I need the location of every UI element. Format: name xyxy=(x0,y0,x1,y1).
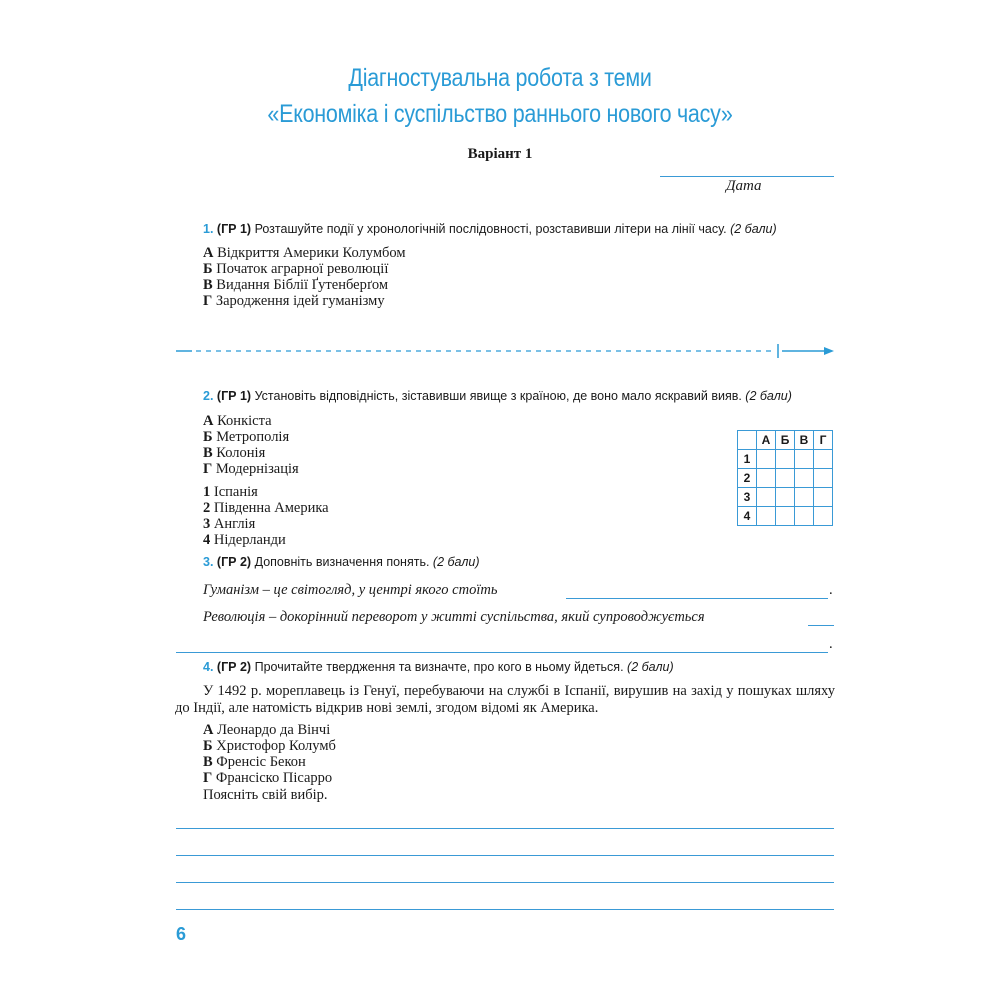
answer-line-1[interactable] xyxy=(176,828,834,829)
grid-cell[interactable] xyxy=(814,507,833,526)
option-letter: А xyxy=(203,245,214,261)
question-points: (2 бали) xyxy=(745,389,792,403)
question-points: (2 бали) xyxy=(627,660,674,674)
option-letter: Г xyxy=(203,293,213,309)
option-text: Зародження ідей гуманізму xyxy=(212,293,385,309)
grid-col-header: Б xyxy=(776,431,795,450)
option-text: Модернізація xyxy=(212,461,299,477)
country-text: Англія xyxy=(210,516,256,532)
option-text: Христофор Колумб xyxy=(212,738,336,754)
question-3 xyxy=(203,555,480,569)
question-text: Прочитайте твердження та визначте, про кого в ньому йдеться. xyxy=(251,660,628,674)
country-text: Іспанія xyxy=(210,484,258,500)
grid-row-header: 4 xyxy=(738,507,757,526)
option-text: Леонардо да Вінчі xyxy=(213,722,331,738)
q2-option-c xyxy=(203,445,265,461)
q2-option-d xyxy=(203,461,299,477)
grid-cell[interactable] xyxy=(757,507,776,526)
q1-option-c xyxy=(203,277,388,293)
grid-cell[interactable] xyxy=(757,488,776,507)
question-group: (ГР 2) xyxy=(216,555,252,569)
date-label: Дата xyxy=(726,178,762,194)
country-number: 2 xyxy=(203,500,211,516)
q1-option-b xyxy=(203,261,388,277)
option-letter: А xyxy=(203,413,214,429)
grid-row-header: 2 xyxy=(738,469,757,488)
question-points: (2 бали) xyxy=(432,555,480,569)
grid-cell[interactable] xyxy=(795,507,814,526)
question-points: (2 бали) xyxy=(730,222,777,236)
q4-option-d xyxy=(203,770,332,786)
q2-country-1 xyxy=(203,484,258,500)
option-text: Метрополія xyxy=(212,429,290,445)
q2-country-4 xyxy=(203,532,286,548)
timeline[interactable] xyxy=(170,340,840,362)
grid-cell[interactable] xyxy=(776,507,795,526)
q1-option-a xyxy=(203,245,406,261)
grid-cell[interactable] xyxy=(814,469,833,488)
q4-option-b xyxy=(203,738,336,754)
option-letter: Б xyxy=(203,738,213,754)
question-group: (ГР 1) xyxy=(216,389,252,403)
grid-col-header: Г xyxy=(814,431,833,450)
page-number: 6 xyxy=(176,924,187,944)
country-text: Нідерланди xyxy=(210,532,286,548)
question-1 xyxy=(203,222,777,236)
grid-cell[interactable] xyxy=(776,488,795,507)
grid-cell[interactable] xyxy=(757,450,776,469)
option-letter: Б xyxy=(203,261,213,277)
grid-cell[interactable] xyxy=(814,450,833,469)
answer-line-3[interactable] xyxy=(176,882,834,883)
question-group: (ГР 2) xyxy=(216,660,252,674)
timeline-arrow-icon xyxy=(824,347,834,355)
question-text: Доповніть визначення понять. xyxy=(251,555,433,569)
option-letter: Б xyxy=(203,429,213,445)
grid-cell[interactable] xyxy=(757,469,776,488)
question-text: Розташуйте події у хронологічній послідовності, розставивши літери на лінії часу. xyxy=(251,222,731,236)
question-group: (ГР 1) xyxy=(216,222,252,236)
country-number: 4 xyxy=(203,532,211,548)
grid-cell[interactable] xyxy=(776,469,795,488)
definition-humanism: Гуманізм – це світогляд, у центрі якого стоїть xyxy=(203,582,498,598)
question-number: 2. xyxy=(203,389,214,403)
q2-country-3 xyxy=(203,516,255,532)
answer-line-4[interactable] xyxy=(176,909,834,910)
answer-line-2[interactable] xyxy=(176,855,834,856)
date-line[interactable] xyxy=(660,176,834,177)
grid-cell[interactable] xyxy=(795,469,814,488)
grid-cell[interactable] xyxy=(776,450,795,469)
grid-cell[interactable] xyxy=(814,488,833,507)
option-letter: В xyxy=(203,754,213,770)
option-text: Френсіс Бекон xyxy=(212,754,306,770)
variant-label: Варіант 1 xyxy=(467,146,533,162)
question-4-paragraph: У 1492 р. мореплавець із Генуї, перебуваючи на службі в Іспанії, вирушив на захід у пошуках шляху до Індії, але натомість відкрив нові землі, згодом відомі як Америка. xyxy=(175,683,835,716)
option-text: Відкриття Америки Колумбом xyxy=(213,245,406,261)
title-line-2: «Економіка і суспільство раннього нового часу» xyxy=(267,100,733,128)
question-4 xyxy=(203,660,674,674)
q2-country-2 xyxy=(203,500,329,516)
answer-line-revolution-1[interactable] xyxy=(808,625,834,626)
grid-corner xyxy=(738,431,757,450)
option-text: Франсіско Пісарро xyxy=(212,770,333,786)
q4-option-c xyxy=(203,754,306,770)
country-number: 3 xyxy=(203,516,211,532)
option-text: Колонія xyxy=(212,445,266,461)
grid-row-header: 3 xyxy=(738,488,757,507)
option-letter: А xyxy=(203,722,214,738)
question-number: 1. xyxy=(203,222,214,236)
grid-col-header: А xyxy=(757,431,776,450)
question-text: Установіть відповідність, зіставивши явище з країною, де воно мало яскравий вияв. xyxy=(251,389,746,403)
answer-grid xyxy=(737,430,833,526)
explain-prompt: Поясніть свій вибір. xyxy=(203,787,328,803)
option-text: Конкіста xyxy=(213,413,272,429)
answer-line-revolution-2[interactable] xyxy=(176,652,828,653)
grid-col-header: В xyxy=(795,431,814,450)
country-text: Південна Америка xyxy=(210,500,329,516)
country-number: 1 xyxy=(203,484,211,500)
definition-revolution: Революція – докорінний переворот у житті суспільства, який супроводжується xyxy=(203,609,705,625)
option-letter: В xyxy=(203,277,213,293)
q2-option-a xyxy=(203,413,272,429)
question-number: 4. xyxy=(203,660,214,674)
question-number: 3. xyxy=(203,555,214,569)
option-letter: В xyxy=(203,445,213,461)
option-letter: Г xyxy=(203,461,213,477)
option-letter: Г xyxy=(203,770,213,786)
grid-cell[interactable] xyxy=(795,450,814,469)
q4-option-a xyxy=(203,722,330,738)
grid-cell[interactable] xyxy=(795,488,814,507)
question-2 xyxy=(203,389,792,403)
answer-line-humanism[interactable] xyxy=(566,598,828,599)
option-text: Видання Біблії Ґутенберґом xyxy=(212,277,389,293)
option-text: Початок аграрної революції xyxy=(212,261,389,277)
title-line-1: Діагностувальна робота з теми xyxy=(348,64,652,92)
q1-option-d xyxy=(203,293,385,309)
q2-option-b xyxy=(203,429,289,445)
grid-row-header: 1 xyxy=(738,450,757,469)
